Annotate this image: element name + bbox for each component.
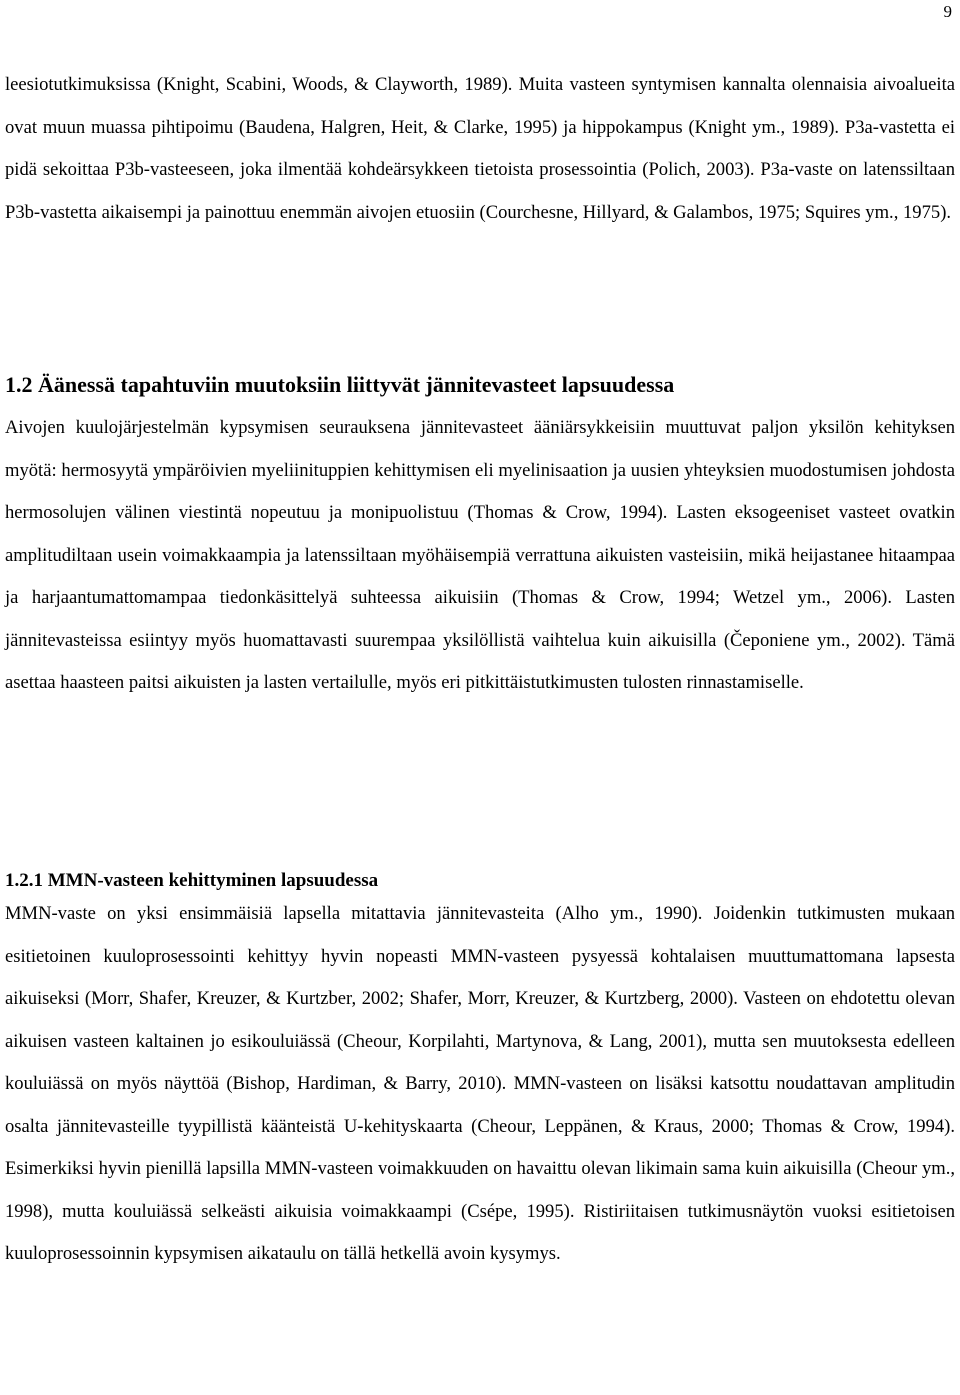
section-heading-1-2: 1.2 Äänessä tapahtuviin muutoksiin liittyvät jännitevasteet lapsuudessa [5,372,675,397]
subsection-heading-1-2-1: 1.2.1 MMN-vasteen kehittyminen lapsuudessa [5,870,379,891]
body-paragraph-continuation: leesiotutkimuksissa (Knight, Scabini, Woods, & Clayworth, 1989). Muita vasteen syntymisen kannalta olennaisia aivoalueita ovat muun muassa pihtipoimu (Baudena, Halgren, Heit, & Clarke, 1995) ja hippokampus (Knight ym., 1989). P3a-vastetta ei pidä sekoittaa P3b-vasteeseen, joka ilmentää kohdeärsykkeen tietoista prosessointia (Polich, 2003). P3a-vaste on latenssiltaan P3b-vastetta aikaisempi ja painottuu enemmän aivojen etuosiin (Courchesne, Hillyard, & Galambos, 1975; Squires ym., 1975). [5,74,955,223]
subsection-1-2-1-paragraph: MMN-vaste on yksi ensimmäisiä lapsella mitattavia jännitevasteita (Alho ym., 1990). Joidenkin tutkimusten mukaan esitietoinen kuuloprosessointi kehittyy hyvin nopeasti MMN-vasteen pysyessä kohtalaisen muuttumattomana lapsesta aikuiseksi (Morr, Shafer, Kreuzer, & Kurtzber, 2002; Shafer, Morr, Kreuzer, & Kurtzberg, 2000). Vasteen on ehdotettu olevan aikuisen vasteen kaltainen jo esikouluiässä (Cheour, Korpilahti, Martynova, & Lang, 2001), mutta sen muutoksesta edelleen kouluiässä on myös näyttöä (Bishop, Hardiman, & Barry, 2010). MMN-vasteen on lisäksi katsottu noudattavan amplitudin osalta jännitevasteille tyypillistä käänteistä U-kehityskaarta (Cheour, Leppänen, & Kraus, 2000; Thomas & Crow, 1994). Esimerkiksi hyvin pienillä lapsilla MMN-vasteen voimakkuuden on havaittu olevan likimain sama kuin aikuisilla (Cheour ym., 1998), mutta kouluiässä selkeästi aikuisia voimakkaampi (Csépe, 1995). Ristiriitaisen tutkimusnäytön vuoksi esitietoisen kuuloprosessoinnin kypsymisen aikataulu on tällä hetkellä avoin kysymys. [5,903,955,1264]
page-number: 9 [943,2,952,21]
section-1-2-paragraph: Aivojen kuulojärjestelmän kypsymisen seurauksena jännitevasteet ääniärsykkeisiin muuttuvat paljon yksilön kehityksen myötä: hermosyytä ympäröivien myeliinituppien kehittymisen eli myelinisaation ja uusien yhteyksien muodostumisen johdosta hermosolujen välinen viestintä nopeutuu ja monipuolistuu (Thomas & Crow, 1994). Lasten eksogeeniset vasteet ovatkin amplitudiltaan usein voimakkaampia ja latenssiltaan myöhäisempiä verrattuna aikuisten vasteisiin, mikä heijastanee hitaampaa ja harjaantumattomampaa tiedonkäsittelyä suhteessa aikuisiin (Thomas & Crow, 1994; Wetzel ym., 2006). Lasten jännitevasteissa esiintyy myös huomattavasti suurempaa yksilöllistä vaihtelua kuin aikuisilla (Čeponiene ym., 2002). Tämä asettaa haasteen paitsi aikuisten ja lasten vertailulle, myös eri pitkittäistutkimusten tulosten rinnastamiselle. [5,417,955,693]
